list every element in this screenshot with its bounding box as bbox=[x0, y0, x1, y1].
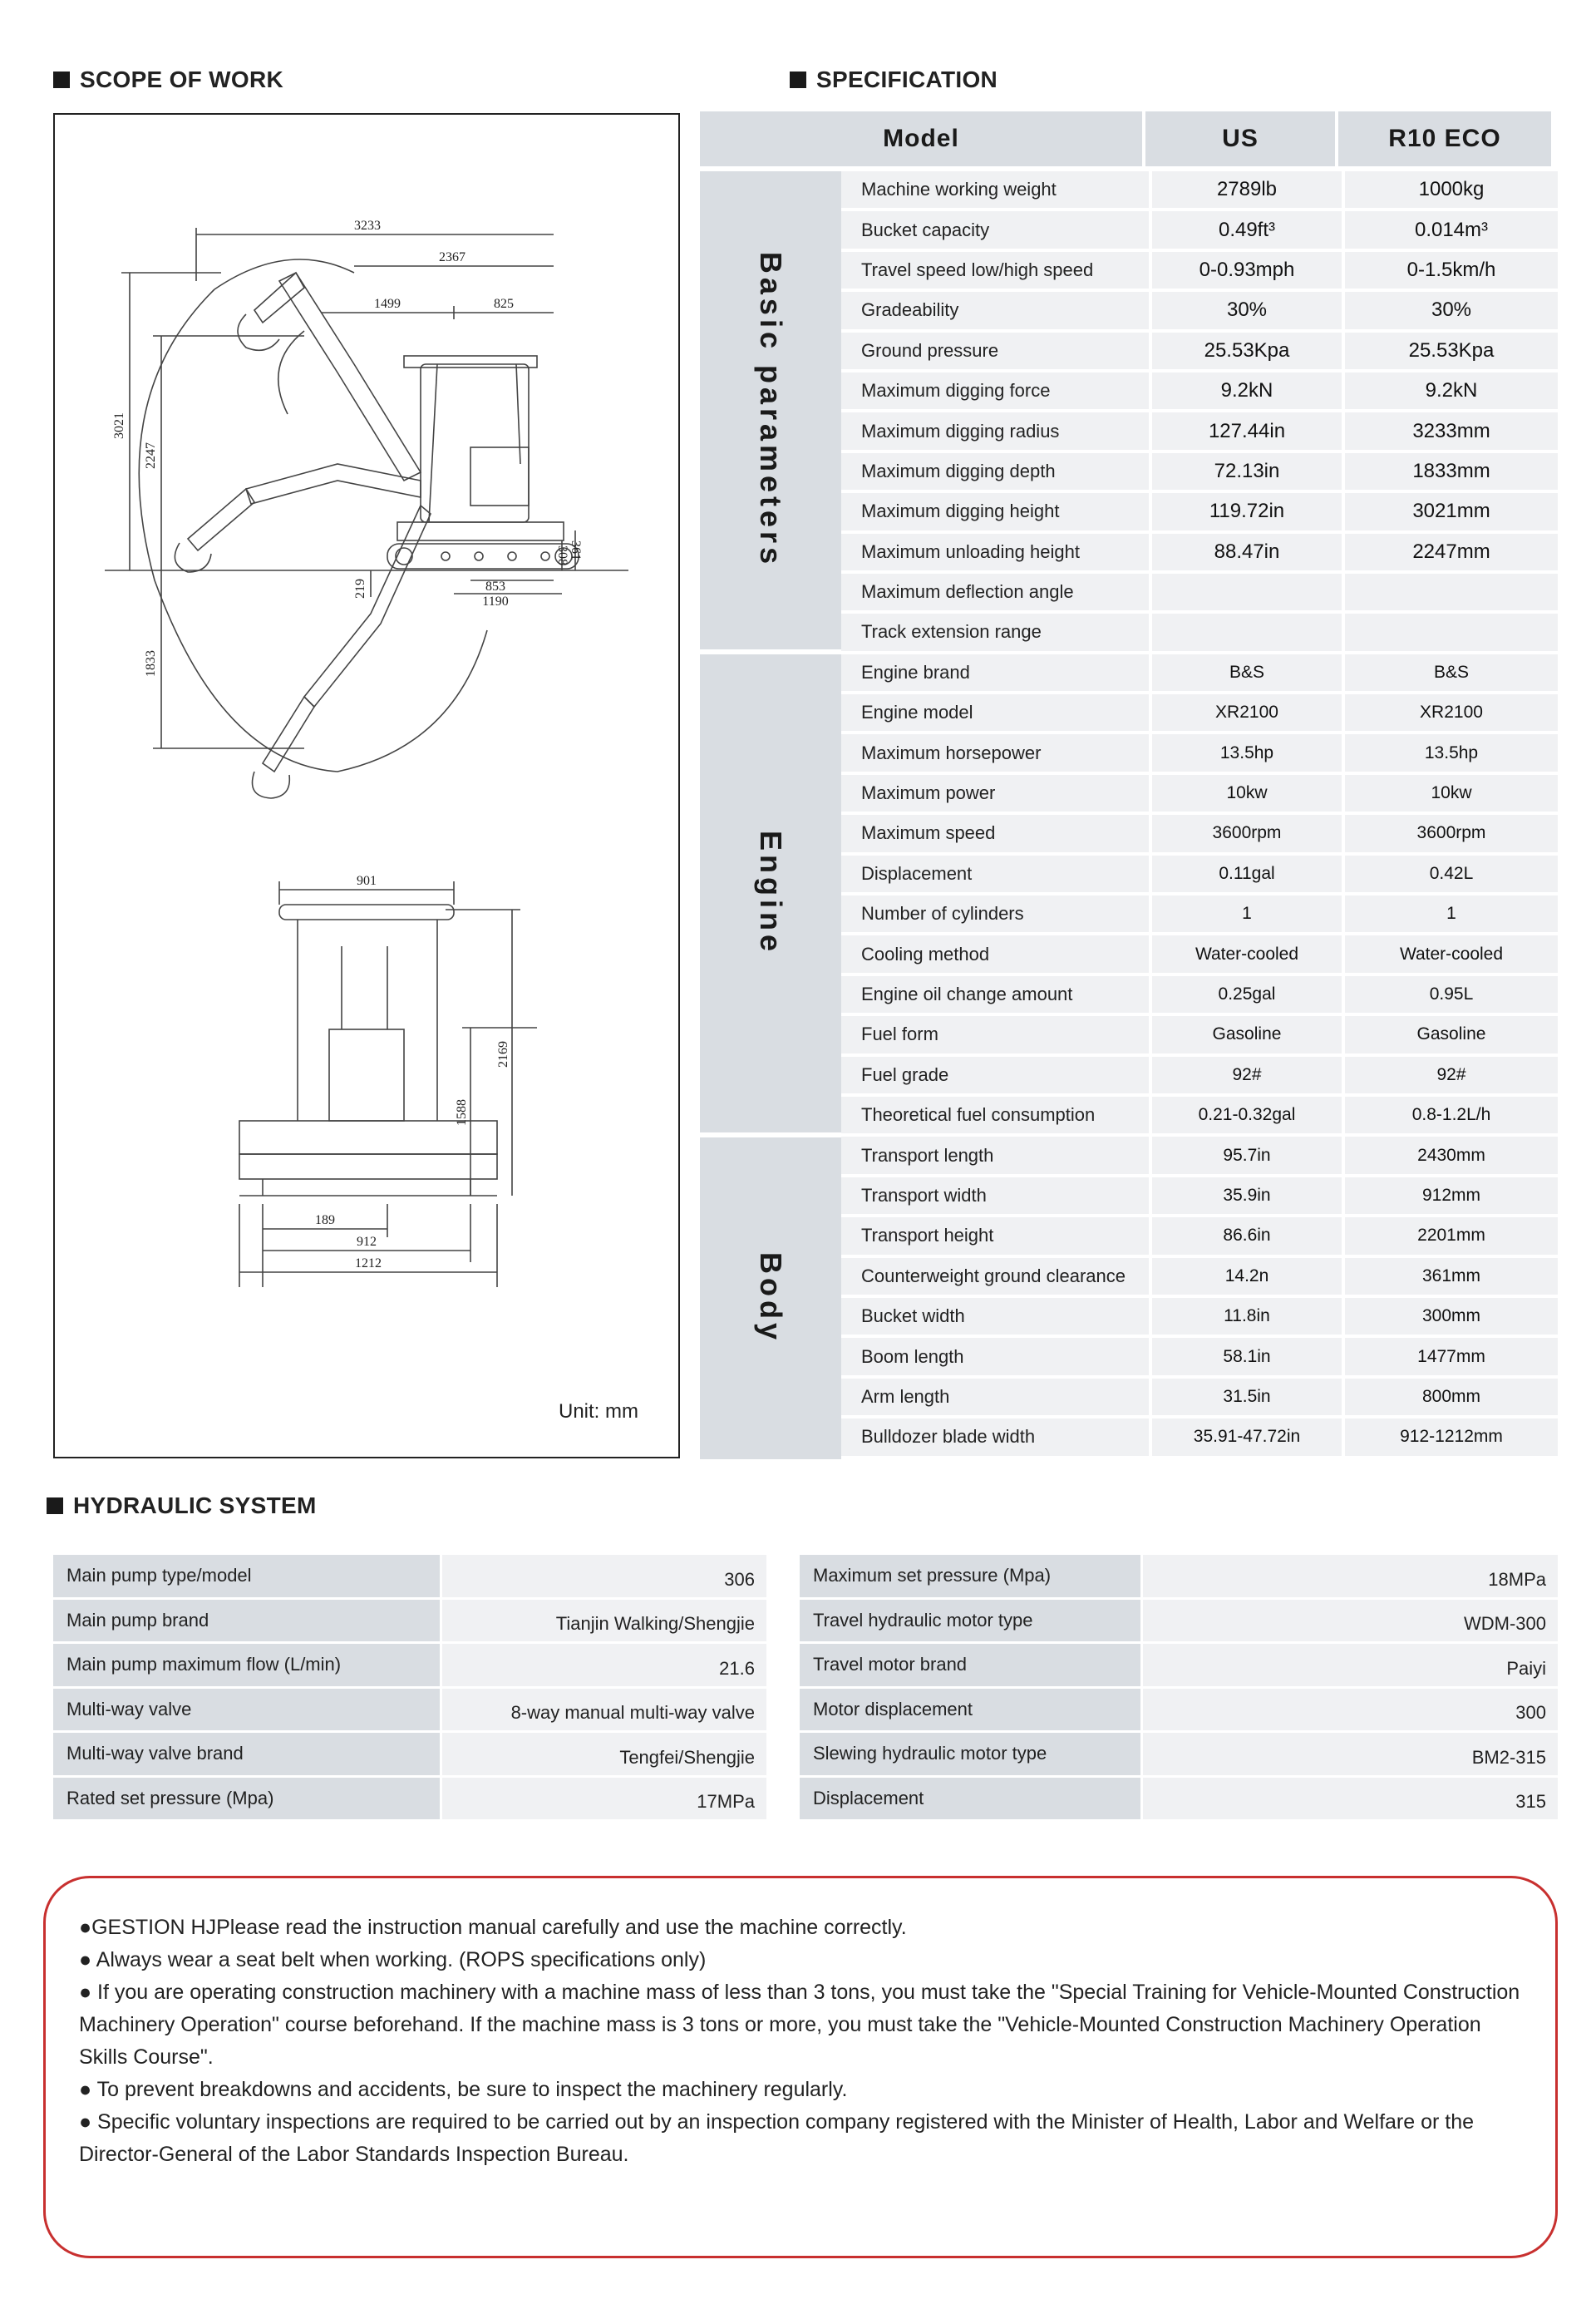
spec-row-r10eco: 3233mm bbox=[1345, 412, 1558, 452]
spec-row-r10eco: 30% bbox=[1345, 292, 1558, 332]
spec-row bbox=[841, 694, 1558, 734]
hydraulic-row-name: Main pump brand bbox=[53, 1600, 440, 1645]
spec-groups bbox=[700, 171, 841, 1459]
hydraulic-row bbox=[800, 1689, 1558, 1734]
safety-notice bbox=[43, 1876, 1558, 2258]
spec-row-r10eco: 2247mm bbox=[1345, 534, 1558, 574]
spec-row-r10eco: 912-1212mm bbox=[1345, 1418, 1558, 1458]
group-cell bbox=[700, 654, 841, 1137]
spec-row bbox=[841, 1057, 1558, 1097]
spec-row bbox=[841, 1177, 1558, 1217]
dim-1588: 1588 bbox=[455, 1099, 469, 1126]
spec-row-r10eco: 2201mm bbox=[1345, 1217, 1558, 1257]
spec-row-name: Transport length bbox=[841, 1137, 1149, 1177]
spec-row-name: Maximum digging height bbox=[841, 493, 1149, 533]
spec-row-r10eco: 300mm bbox=[1345, 1298, 1558, 1338]
spec-row-r10eco: 10kw bbox=[1345, 775, 1558, 815]
spec-row bbox=[841, 211, 1558, 251]
spec-row-us: 2789lb bbox=[1152, 171, 1342, 211]
spec-row-us: 0-0.93mph bbox=[1152, 252, 1342, 292]
spec-row-us: 11.8in bbox=[1152, 1298, 1342, 1338]
spec-row-us: 88.47in bbox=[1152, 534, 1342, 574]
spec-row-name: Maximum horsepower bbox=[841, 734, 1149, 774]
group-cell bbox=[700, 171, 841, 654]
spec-row-r10eco: Water-cooled bbox=[1345, 935, 1558, 975]
spec-row-us bbox=[1152, 614, 1342, 654]
spec-row-us: 127.44in bbox=[1152, 412, 1342, 452]
spec-row-us: Gasoline bbox=[1152, 1016, 1342, 1056]
spec-row-r10eco: 3021mm bbox=[1345, 493, 1558, 533]
unit-label: Unit: mm bbox=[559, 1400, 638, 1423]
spec-row-r10eco: 912mm bbox=[1345, 1177, 1558, 1217]
spec-row bbox=[841, 453, 1558, 493]
hydraulic-row-value: 300 bbox=[1143, 1689, 1558, 1734]
spec-row-r10eco: 1000kg bbox=[1345, 171, 1558, 211]
spec-row-us: 95.7in bbox=[1152, 1137, 1342, 1177]
hydraulic-row bbox=[53, 1555, 766, 1600]
square-bullet-icon bbox=[53, 72, 70, 88]
hydraulic-row bbox=[800, 1644, 1558, 1689]
spec-row-us: 10kw bbox=[1152, 775, 1342, 815]
spec-row-name: Engine oil change amount bbox=[841, 976, 1149, 1016]
spec-row-r10eco bbox=[1345, 614, 1558, 654]
notice-paragraph: ● If you are operating construction machinery with a machine mass of less than 3 tons, you must take the "Special Training for Vehicle-Mounted Construction Machinery Operation" course beforehand. If the machine mass is 3 tons or more, you must take the "Vehicle-Mounted Construction Machinery Operation Skills Course". bbox=[79, 1981, 1520, 2069]
excavator-drawing bbox=[55, 115, 682, 1460]
square-bullet-icon bbox=[47, 1497, 63, 1514]
spec-rows bbox=[841, 171, 1558, 1459]
spec-row-us: 9.2kN bbox=[1152, 372, 1342, 412]
dim-308: 308 bbox=[555, 545, 569, 565]
spec-row bbox=[841, 614, 1558, 654]
hydraulic-row-value: Paiyi bbox=[1143, 1644, 1558, 1689]
spec-title: SPECIFICATION bbox=[790, 67, 998, 93]
spec-row-name: Arm length bbox=[841, 1379, 1149, 1418]
dim-361: 361 bbox=[569, 540, 583, 560]
hydraulic-row-name: Multi-way valve bbox=[53, 1689, 440, 1734]
spec-row-r10eco: 0.42L bbox=[1345, 856, 1558, 895]
spec-row-name: Displacement bbox=[841, 856, 1149, 895]
hydraulic-row-name: Slewing hydraulic motor type bbox=[800, 1733, 1140, 1778]
dim-219: 219 bbox=[353, 579, 367, 599]
dim-825: 825 bbox=[494, 297, 514, 311]
hydraulic-row-value: 18MPa bbox=[1143, 1555, 1558, 1600]
spec-row-us: 119.72in bbox=[1152, 493, 1342, 533]
spec-row-r10eco: 1477mm bbox=[1345, 1338, 1558, 1378]
spec-row-name: Theoretical fuel consumption bbox=[841, 1097, 1149, 1137]
spec-row-name: Ground pressure bbox=[841, 333, 1149, 372]
spec-row-r10eco: 3600rpm bbox=[1345, 815, 1558, 855]
spec-row bbox=[841, 1137, 1558, 1177]
spec-row-us: 35.91-47.72in bbox=[1152, 1418, 1342, 1458]
spec-row-us: 30% bbox=[1152, 292, 1342, 332]
spec-row bbox=[841, 935, 1558, 975]
spec-row-r10eco: 0-1.5km/h bbox=[1345, 252, 1558, 292]
spec-table bbox=[700, 111, 1558, 1459]
spec-row-us: 3600rpm bbox=[1152, 815, 1342, 855]
hydraulic-row bbox=[800, 1733, 1558, 1778]
spec-row-us: 0.11gal bbox=[1152, 856, 1342, 895]
dim-853: 853 bbox=[485, 580, 505, 594]
spec-row bbox=[841, 654, 1558, 694]
hydraulic-row-name: Rated set pressure (Mpa) bbox=[53, 1778, 440, 1823]
spec-row bbox=[841, 734, 1558, 774]
hydraulic-row bbox=[53, 1778, 766, 1823]
spec-row-name: Bucket width bbox=[841, 1298, 1149, 1338]
spec-row bbox=[841, 1097, 1558, 1137]
spec-row-us: 86.6in bbox=[1152, 1217, 1342, 1257]
spec-row-us: 31.5in bbox=[1152, 1379, 1342, 1418]
hydraulic-row-name: Motor displacement bbox=[800, 1689, 1140, 1734]
spec-row-r10eco bbox=[1345, 574, 1558, 614]
dim-189: 189 bbox=[315, 1213, 335, 1227]
spec-row bbox=[841, 1217, 1558, 1257]
dim-1190: 1190 bbox=[482, 595, 509, 609]
spec-row bbox=[841, 1338, 1558, 1378]
hydraulic-row bbox=[800, 1555, 1558, 1600]
spec-row bbox=[841, 412, 1558, 452]
dim-3021: 3021 bbox=[112, 412, 126, 439]
hydraulic-row-value: 306 bbox=[442, 1555, 766, 1600]
spec-row-name: Fuel grade bbox=[841, 1057, 1149, 1097]
spec-row-name: Maximum digging depth bbox=[841, 453, 1149, 493]
hydraulic-row bbox=[53, 1644, 766, 1689]
spec-row-r10eco: 0.95L bbox=[1345, 976, 1558, 1016]
spec-row-name: Maximum speed bbox=[841, 815, 1149, 855]
spec-row-name: Track extension range bbox=[841, 614, 1149, 654]
dim-901: 901 bbox=[357, 874, 377, 888]
spec-row bbox=[841, 493, 1558, 533]
hydraulic-row-name: Multi-way valve brand bbox=[53, 1733, 440, 1778]
spec-row-us: 58.1in bbox=[1152, 1338, 1342, 1378]
hydraulic-row-name: Main pump type/model bbox=[53, 1555, 440, 1600]
hydraulic-table-left bbox=[53, 1555, 766, 1822]
hydraulic-row-name: Main pump maximum flow (L/min) bbox=[53, 1644, 440, 1689]
header-us: US bbox=[1145, 111, 1335, 166]
hydraulic-row bbox=[53, 1600, 766, 1645]
spec-row bbox=[841, 574, 1558, 614]
hydraulic-row-value: 21.6 bbox=[442, 1644, 766, 1689]
spec-row-us bbox=[1152, 574, 1342, 614]
spec-row-name: Maximum unloading height bbox=[841, 534, 1149, 574]
spec-row-us: 14.2n bbox=[1152, 1258, 1342, 1298]
spec-header bbox=[700, 111, 1558, 166]
spec-row bbox=[841, 333, 1558, 372]
spec-row-name: Engine model bbox=[841, 694, 1149, 734]
spec-row-us: 72.13in bbox=[1152, 453, 1342, 493]
spec-row-r10eco: 9.2kN bbox=[1345, 372, 1558, 412]
scope-title: SCOPE OF WORK bbox=[53, 67, 283, 93]
spec-row-us: 92# bbox=[1152, 1057, 1342, 1097]
spec-row-us: Water-cooled bbox=[1152, 935, 1342, 975]
spec-row-us: 0.21-0.32gal bbox=[1152, 1097, 1342, 1137]
group-label: Engine bbox=[754, 831, 788, 956]
hydraulic-row-value: Tianjin Walking/Shengjie bbox=[442, 1600, 766, 1645]
spec-row-us: 13.5hp bbox=[1152, 734, 1342, 774]
spec-body bbox=[700, 171, 1558, 1459]
spec-row-name: Fuel form bbox=[841, 1016, 1149, 1056]
spec-row-us: XR2100 bbox=[1152, 694, 1342, 734]
hydraulic-row-value: BM2-315 bbox=[1143, 1733, 1558, 1778]
spec-row-us: B&S bbox=[1152, 654, 1342, 694]
spec-row-name: Bulldozer blade width bbox=[841, 1418, 1149, 1458]
hydraulic-row bbox=[53, 1689, 766, 1734]
dim-2367: 2367 bbox=[439, 250, 466, 264]
spec-row bbox=[841, 534, 1558, 574]
spec-row bbox=[841, 1016, 1558, 1056]
spec-row-us: 25.53Kpa bbox=[1152, 333, 1342, 372]
spec-row-name: Gradeability bbox=[841, 292, 1149, 332]
spec-row-name: Transport width bbox=[841, 1177, 1149, 1217]
spec-row bbox=[841, 1418, 1558, 1458]
spec-row-r10eco: 1833mm bbox=[1345, 453, 1558, 493]
spec-row bbox=[841, 976, 1558, 1016]
dim-2247: 2247 bbox=[144, 442, 158, 469]
hydraulic-row-value: 315 bbox=[1143, 1778, 1558, 1823]
dim-1499: 1499 bbox=[374, 297, 401, 311]
dim-2169: 2169 bbox=[496, 1041, 510, 1068]
notice-paragraph: ● To prevent breakdowns and accidents, be sure to inspect the machinery regularly. bbox=[79, 2078, 848, 2101]
spec-row-name: Machine working weight bbox=[841, 171, 1149, 211]
spec-row bbox=[841, 372, 1558, 412]
dim-1212: 1212 bbox=[355, 1256, 382, 1270]
spec-row bbox=[841, 292, 1558, 332]
hydraulic-row-name: Maximum set pressure (Mpa) bbox=[800, 1555, 1140, 1600]
spec-row-r10eco: 25.53Kpa bbox=[1345, 333, 1558, 372]
spec-row bbox=[841, 895, 1558, 935]
spec-row-r10eco: 92# bbox=[1345, 1057, 1558, 1097]
header-model: Model bbox=[700, 111, 1142, 166]
scope-drawing bbox=[53, 113, 680, 1458]
dim-1833: 1833 bbox=[144, 650, 158, 677]
dim-912: 912 bbox=[357, 1235, 377, 1249]
spec-row-r10eco: 0.014m³ bbox=[1345, 211, 1558, 251]
hydraulic-row-value: Tengfei/Shengjie bbox=[442, 1733, 766, 1778]
spec-row-r10eco: Gasoline bbox=[1345, 1016, 1558, 1056]
spec-row-r10eco: XR2100 bbox=[1345, 694, 1558, 734]
hydraulic-row-value: 8-way manual multi-way valve bbox=[442, 1689, 766, 1734]
spec-row bbox=[841, 171, 1558, 211]
hydraulic-row-name: Displacement bbox=[800, 1778, 1140, 1823]
spec-row bbox=[841, 252, 1558, 292]
spec-row bbox=[841, 1298, 1558, 1338]
spec-row bbox=[841, 775, 1558, 815]
notice-paragraph: ● Specific voluntary inspections are required to be carried out by an inspection company registered with the Minister of Health, Labor and Welfare or the Director-General of the Labor Standards Inspection Bureau. bbox=[79, 2110, 1475, 2166]
spec-row-name: Boom length bbox=[841, 1338, 1149, 1378]
notice-paragraph: ●GESTION HJPlease read the instruction manual carefully and use the machine correctly. bbox=[79, 1916, 907, 1939]
spec-row-r10eco: 2430mm bbox=[1345, 1137, 1558, 1177]
spec-row-name: Engine brand bbox=[841, 654, 1149, 694]
spec-row-name: Travel speed low/high speed bbox=[841, 252, 1149, 292]
spec-row bbox=[841, 856, 1558, 895]
spec-row-name: Maximum digging force bbox=[841, 372, 1149, 412]
spec-row-name: Cooling method bbox=[841, 935, 1149, 975]
hydraulic-table-right bbox=[800, 1555, 1558, 1822]
spec-row-us: 1 bbox=[1152, 895, 1342, 935]
dim-3233: 3233 bbox=[354, 219, 381, 233]
hydraulic-row bbox=[800, 1600, 1558, 1645]
notice-paragraph: ● Always wear a seat belt when working. (ROPS specifications only) bbox=[79, 1948, 707, 1971]
spec-row-r10eco: 13.5hp bbox=[1345, 734, 1558, 774]
spec-row-name: Counterweight ground clearance bbox=[841, 1258, 1149, 1298]
hydraulic-title: HYDRAULIC SYSTEM bbox=[47, 1492, 317, 1519]
spec-row-r10eco: 361mm bbox=[1345, 1258, 1558, 1298]
spec-row-us: 35.9in bbox=[1152, 1177, 1342, 1217]
spec-row bbox=[841, 1258, 1558, 1298]
spec-row-name: Number of cylinders bbox=[841, 895, 1149, 935]
spec-row-name: Maximum digging radius bbox=[841, 412, 1149, 452]
header-r10eco: R10 ECO bbox=[1338, 111, 1551, 166]
spec-row bbox=[841, 1379, 1558, 1418]
spec-row-r10eco: B&S bbox=[1345, 654, 1558, 694]
spec-row bbox=[841, 815, 1558, 855]
spec-row-name: Transport height bbox=[841, 1217, 1149, 1257]
spec-row-name: Maximum power bbox=[841, 775, 1149, 815]
square-bullet-icon bbox=[790, 72, 806, 88]
spec-row-r10eco: 800mm bbox=[1345, 1379, 1558, 1418]
spec-row-r10eco: 1 bbox=[1345, 895, 1558, 935]
hydraulic-row-value: WDM-300 bbox=[1143, 1600, 1558, 1645]
hydraulic-row-value: 17MPa bbox=[442, 1778, 766, 1823]
hydraulic-row bbox=[53, 1733, 766, 1778]
spec-row-name: Maximum deflection angle bbox=[841, 574, 1149, 614]
hydraulic-row-name: Travel motor brand bbox=[800, 1644, 1140, 1689]
spec-row-us: 0.25gal bbox=[1152, 976, 1342, 1016]
group-cell bbox=[700, 1137, 841, 1459]
spec-row-r10eco: 0.8-1.2L/h bbox=[1345, 1097, 1558, 1137]
hydraulic-row-name: Travel hydraulic motor type bbox=[800, 1600, 1140, 1645]
spec-row-us: 0.49ft³ bbox=[1152, 211, 1342, 251]
group-label: Body bbox=[754, 1252, 788, 1344]
hydraulic-row bbox=[800, 1778, 1558, 1823]
group-label: Basic parameters bbox=[754, 252, 788, 569]
spec-row-name: Bucket capacity bbox=[841, 211, 1149, 251]
